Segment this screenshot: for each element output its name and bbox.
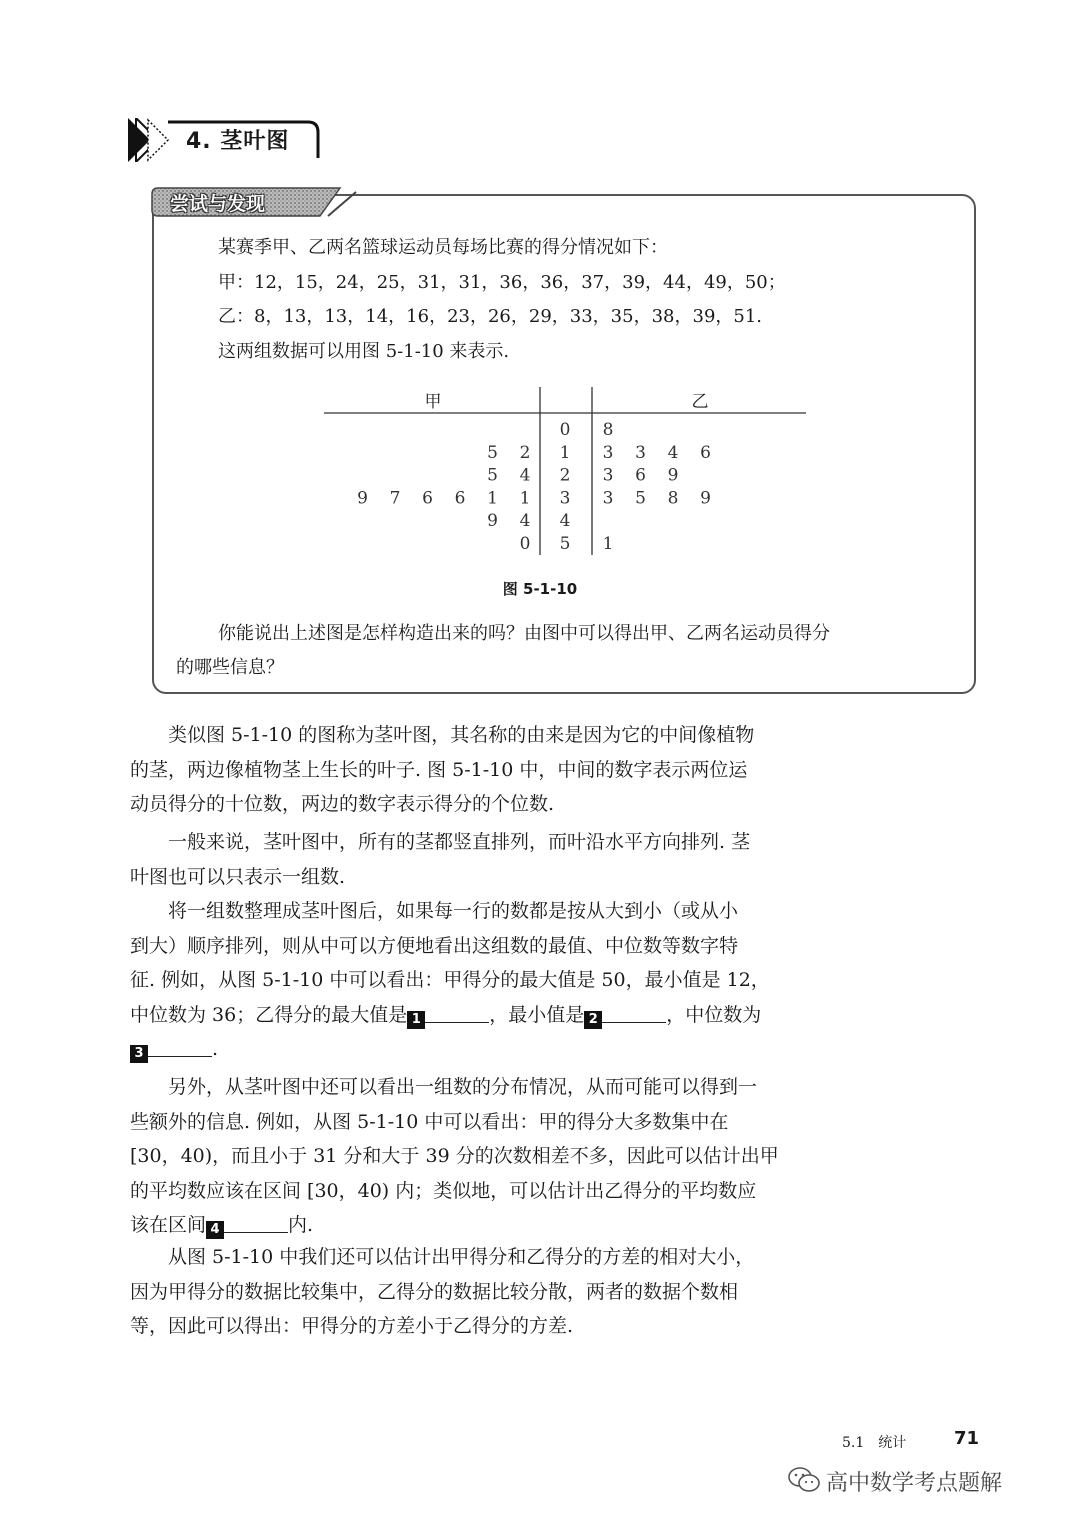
stem-value: 3 [559,488,571,509]
left-leaf: 0 [519,534,531,554]
left-leaf: 5 [487,465,498,486]
right-header: 乙 [691,392,709,412]
box-intro: 某赛季甲、乙两名篮球运动员每场比赛的得分情况如下： [218,237,668,258]
paragraph-line: 将一组数整理成茎叶图后，如果每一行的数都是按从大到小（或从小 [168,900,739,922]
right-leaf: 1 [602,534,614,554]
paragraph-line: 因为甲得分的数据比较集中，乙得分的数据比较分散，两者的数据个数相 [130,1280,739,1303]
stem-value: 4 [559,511,571,532]
section-title: 4. 茎叶图 [186,129,290,154]
right-leaf: 8 [602,420,614,440]
left-leaf: 4 [519,465,531,486]
text-span: 该在区间 [130,1214,207,1236]
paragraph-line: 的平均数应该在区间 [30，40) 内；类似地，可以估计出乙得分的平均数应 [130,1179,757,1202]
blank-4[interactable] [206,1208,288,1243]
left-leaf: 6 [422,488,433,509]
box-data-yi: 乙：8，13，13，14，16，23，26，29，33，35，38，39，51. [218,306,763,327]
paragraph-line: 一般来说，茎叶图中，所有的茎都竖直排列，而叶沿水平方向排列. 茎 [168,831,751,853]
paragraph-line: [30，40)，而且小于 31 分和大于 39 分的次数相差不多，因此可以估计出甲 [130,1145,779,1167]
left-leaf: 1 [487,488,498,509]
left-leaf: 7 [389,488,401,509]
right-leaf: 5 [635,488,646,509]
right-leaf: 8 [667,488,679,509]
blank-1[interactable] [407,998,489,1033]
paragraph-line [130,998,860,1033]
box-question-line-2: 的哪些信息？ [176,657,284,678]
left-leaf: 1 [519,488,531,509]
blank-3[interactable] [130,1032,212,1067]
paragraph-4 [130,1070,860,1243]
left-leaf: 4 [519,511,531,532]
paragraph-line: 另外，从茎叶图中还可以看出一组数的分布情况，从而可能可以得到一 [168,1076,758,1098]
blank-number: 2 [584,1011,602,1029]
paragraph-line: 些额外的信息. 例如，从图 5-1-10 中可以看出：甲的得分大多数集中在 [130,1110,729,1133]
stem-value: 0 [559,420,571,440]
stem-value: 1 [559,442,571,463]
footer-section-label: 5.1 统计 [842,1435,907,1451]
paragraph-line: 到大）顺序排列，则从中可以方便地看出这组数的最值、中位数等数字特 [130,934,739,957]
text-span: 中位数为 36；乙得分的最大值是 [130,1003,408,1026]
right-leaf: 9 [700,488,711,509]
right-leaf: 9 [667,465,679,486]
left-leaf: 9 [487,511,498,532]
paragraph-line [130,1208,860,1243]
paragraph-3 [130,894,860,1067]
right-leaf: 6 [635,465,646,486]
box-data-note: 这两组数据可以用图 5-1-10 来表示. [218,341,510,362]
text-span: . [212,1038,219,1060]
text-span: 内. [288,1214,314,1236]
left-leaf: 5 [487,442,498,463]
paragraph-1 [130,718,860,822]
paragraph-line [130,1032,860,1067]
text-span: ，最小值是 [489,1003,585,1026]
right-leaf: 3 [635,442,646,463]
stem-value: 2 [559,465,571,486]
paragraph-line: 的茎，两边像植物茎上生长的叶子. 图 5-1-10 中，中间的数字表示两位运 [130,758,748,781]
watermark-text: 高中数学考点题解 [826,1471,1003,1496]
left-leaf: 6 [454,488,466,509]
box-question-line-1: 你能说出上述图是怎样构造出来的吗？由图中可以得出甲、乙两名运动员得分 [218,623,830,644]
stem-leaf-plot [320,385,810,555]
paragraph-2 [130,825,860,894]
paragraph-line: 动员得分的十位数，两边的数字表示得分的个位数. [130,793,555,815]
blank-number: 3 [130,1045,148,1063]
text-span: ，中位数为 [666,1003,762,1026]
wechat-icon [787,1466,821,1494]
blank-number: 4 [206,1221,224,1239]
left-header: 甲 [424,392,442,412]
left-leaf: 2 [519,442,531,463]
right-leaf: 4 [667,442,679,463]
stem-value: 5 [559,534,571,554]
paragraph-line: 叶图也可以只表示一组数. [130,865,346,888]
blank-2[interactable] [584,998,666,1033]
page-number: 71 [954,1428,980,1449]
box-data-jia: 甲：12，15，24，25，31，31，36，36，37，39，44，49，50； [218,272,786,293]
right-leaf: 3 [602,465,614,486]
right-leaf: 6 [700,442,711,463]
right-leaf: 3 [602,488,614,509]
left-leaf: 9 [357,488,368,509]
blank-number: 1 [407,1011,425,1029]
paragraph-line: 类似图 5-1-10 的图称为茎叶图，其名称的由来是因为它的中间像植物 [168,724,755,746]
figure-caption: 图 5-1-10 [502,580,578,598]
paragraph-line: 征. 例如，从图 5-1-10 中可以看出：甲得分的最大值是 50，最小值是 12， [130,969,770,991]
paragraph-line: 从图 5-1-10 中我们还可以估计出甲得分和乙得分的方差的相对大小， [168,1246,755,1268]
paragraph-line: 等，因此可以得出：甲得分的方差小于乙得分的方差. [130,1315,574,1337]
paragraph-5 [130,1240,860,1344]
exploration-tab-label: 尝试与发现 [170,193,266,215]
right-leaf: 3 [602,442,614,463]
